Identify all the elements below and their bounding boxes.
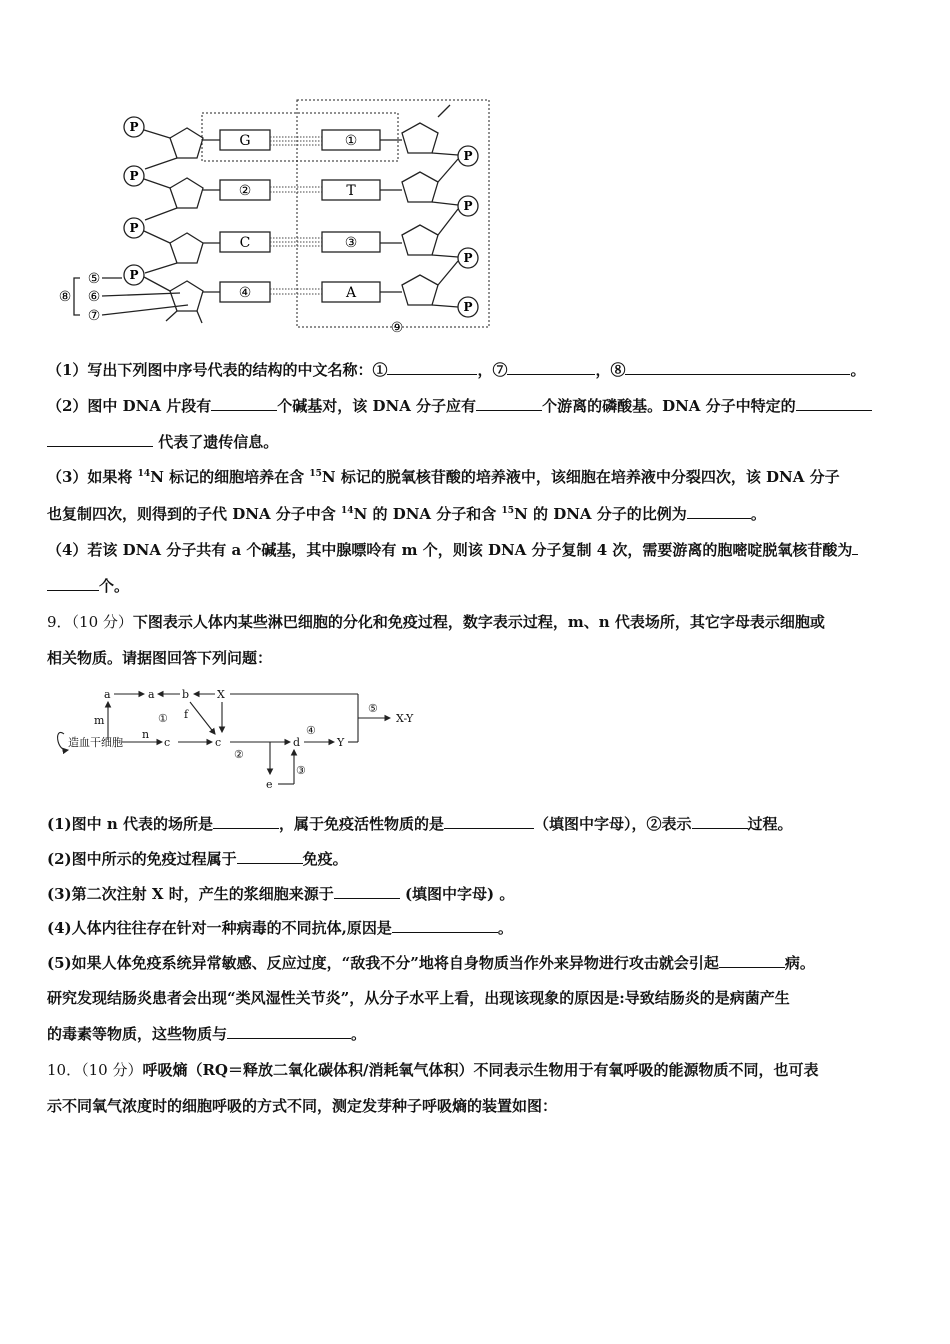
answer-blank[interactable] [444,814,534,829]
svg-text:⑤: ⑤ [368,702,378,715]
left-base-4: ④ [238,285,252,301]
bracket-label-7: ⑦ [87,308,101,324]
right-base-4: A [345,285,357,301]
q8-part3: （3）如果将 $^{14}$N 标记的细胞培养在含 $^{15}$N 标记的脱氧核苷酸的培养液中，该细胞在培养液中分裂四次，该 DNA 分子 [47,468,840,486]
q9-part1: (1)图中 n 代表的场所是 ，属于免疫活性物质的是 （填图中字母），②表示 过程。 [47,815,793,833]
q10-stem-cont: 示不同氧气浓度时的细胞呼吸的方式不同，测定发芽种子呼吸熵的装置如图： [47,1097,558,1115]
answer-blank[interactable] [47,576,99,591]
bracket-label-6: ⑥ [87,289,101,305]
left-base-3: C [239,235,251,251]
svg-text:P: P [129,221,139,235]
q9-part5-cont2: 的毒素等物质，这些物质与 。 [47,1025,367,1043]
q9-part5-cont: 研究发现结肠炎患者会出现“类风湿性关节炎”，从分子水平上看，出现该现象的原因是:导致结肠炎的是病菌产生 [47,989,790,1007]
answer-blank[interactable] [211,396,277,411]
svg-text:P: P [463,251,473,265]
answer-blank[interactable] [476,396,542,411]
answer-blank[interactable] [47,432,153,447]
answer-blank[interactable] [507,360,595,375]
right-base-3: ③ [344,235,358,251]
svg-text:P: P [129,120,139,134]
answer-blank[interactable] [392,918,498,933]
answer-blank[interactable] [852,540,858,555]
svg-text:n: n [142,728,150,741]
q9-part3: (3)第二次注射 X 时，产生的浆细胞来源于 (填图中字母) 。 [47,885,515,903]
svg-text:a: a [148,688,155,701]
group-label-8: ⑧ [58,289,72,305]
answer-blank[interactable] [687,504,751,519]
answer-blank[interactable] [625,360,850,375]
svg-text:P: P [129,268,139,282]
q8-part3-cont: 也复制四次，则得到的子代 DNA 分子中含 $^{14}$N 的 DNA 分子和含 $^{15}$N 的 DNA 分子的比例为 。 [47,505,766,523]
right-base-1: ① [344,133,358,149]
svg-text:P: P [463,149,473,163]
svg-text:P: P [129,169,139,183]
q8-part4: （4）若该 DNA 分子共有 a 个碱基，其中腺嘌呤有 m 个，则该 DNA 分子复制 4 次，需要游离的胞嘧啶脱氧核苷酸为 [47,540,858,560]
q10-stem: 10．（10 分）呼吸熵（RQ＝释放二氧化碳体积/消耗氧气体积）不同表示生物用于有氧呼吸的能源物质不同，也可表 [47,1061,819,1079]
answer-blank[interactable] [719,953,785,968]
dna-diagram [50,95,510,340]
svg-text:P: P [463,300,473,314]
svg-text:m: m [94,714,105,727]
strand-label-9: ⑨ [390,320,404,336]
svg-text:Y: Y [337,736,345,749]
right-base-2: T [346,183,356,199]
svg-text:d: d [293,736,301,749]
svg-text:e: e [266,778,273,791]
left-base-1: G [239,133,251,149]
q8-part4-cont: 个。 [47,576,129,596]
svg-text:f: f [184,708,189,721]
svg-text:①: ① [158,712,168,725]
q9-stem-cont: 相关物质。请据图回答下列问题： [47,649,273,667]
svg-text:c: c [215,736,222,749]
svg-text:X-Y: X-Y [396,712,414,725]
svg-text:a: a [104,688,111,701]
q9-part4: (4)人体内往往存在针对一种病毒的不同抗体,原因是 。 [47,919,513,937]
svg-text:X: X [217,688,225,701]
q9-stem: 9．（10 分）下图表示人体内某些淋巴细胞的分化和免疫过程，数字表示过程，m、n 代表场所，其它字母表示细胞或 [47,613,825,631]
left-base-2: ② [238,183,252,199]
q8-part2: （2）图中 DNA 片段有 个碱基对，该 DNA 分子应有 个游离的磷酸基。DNA 分子中特定的 [47,396,872,416]
answer-blank[interactable] [213,814,279,829]
bracket-label-5: ⑤ [87,271,101,287]
answer-blank[interactable] [227,1024,351,1039]
svg-text:②: ② [234,748,244,761]
svg-text:c: c [164,736,171,749]
svg-text:造血干细胞: 造血干细胞 [68,736,123,749]
immune-diagram [50,682,440,812]
answer-blank[interactable] [334,884,400,899]
svg-text:b: b [182,688,190,701]
q9-part2: (2)图中所示的免疫过程属于 免疫。 [47,850,348,868]
q8-part1: （1）写出下列图中序号代表的结构的中文名称：① ，⑦ ，⑧ 。 [47,361,866,379]
answer-blank[interactable] [796,396,872,411]
svg-text:③: ③ [296,764,306,777]
answer-blank[interactable] [387,360,477,375]
q9-part5: (5)如果人体免疫系统异常敏感、反应过度，“敌我不分”地将自身物质当作外来异物进行攻击就会引起 病。 [47,954,815,972]
svg-text:④: ④ [306,724,316,737]
q8-part2-cont: 代表了遗传信息。 [47,432,278,452]
answer-blank[interactable] [692,814,748,829]
answer-blank[interactable] [237,849,303,864]
svg-text:P: P [463,199,473,213]
